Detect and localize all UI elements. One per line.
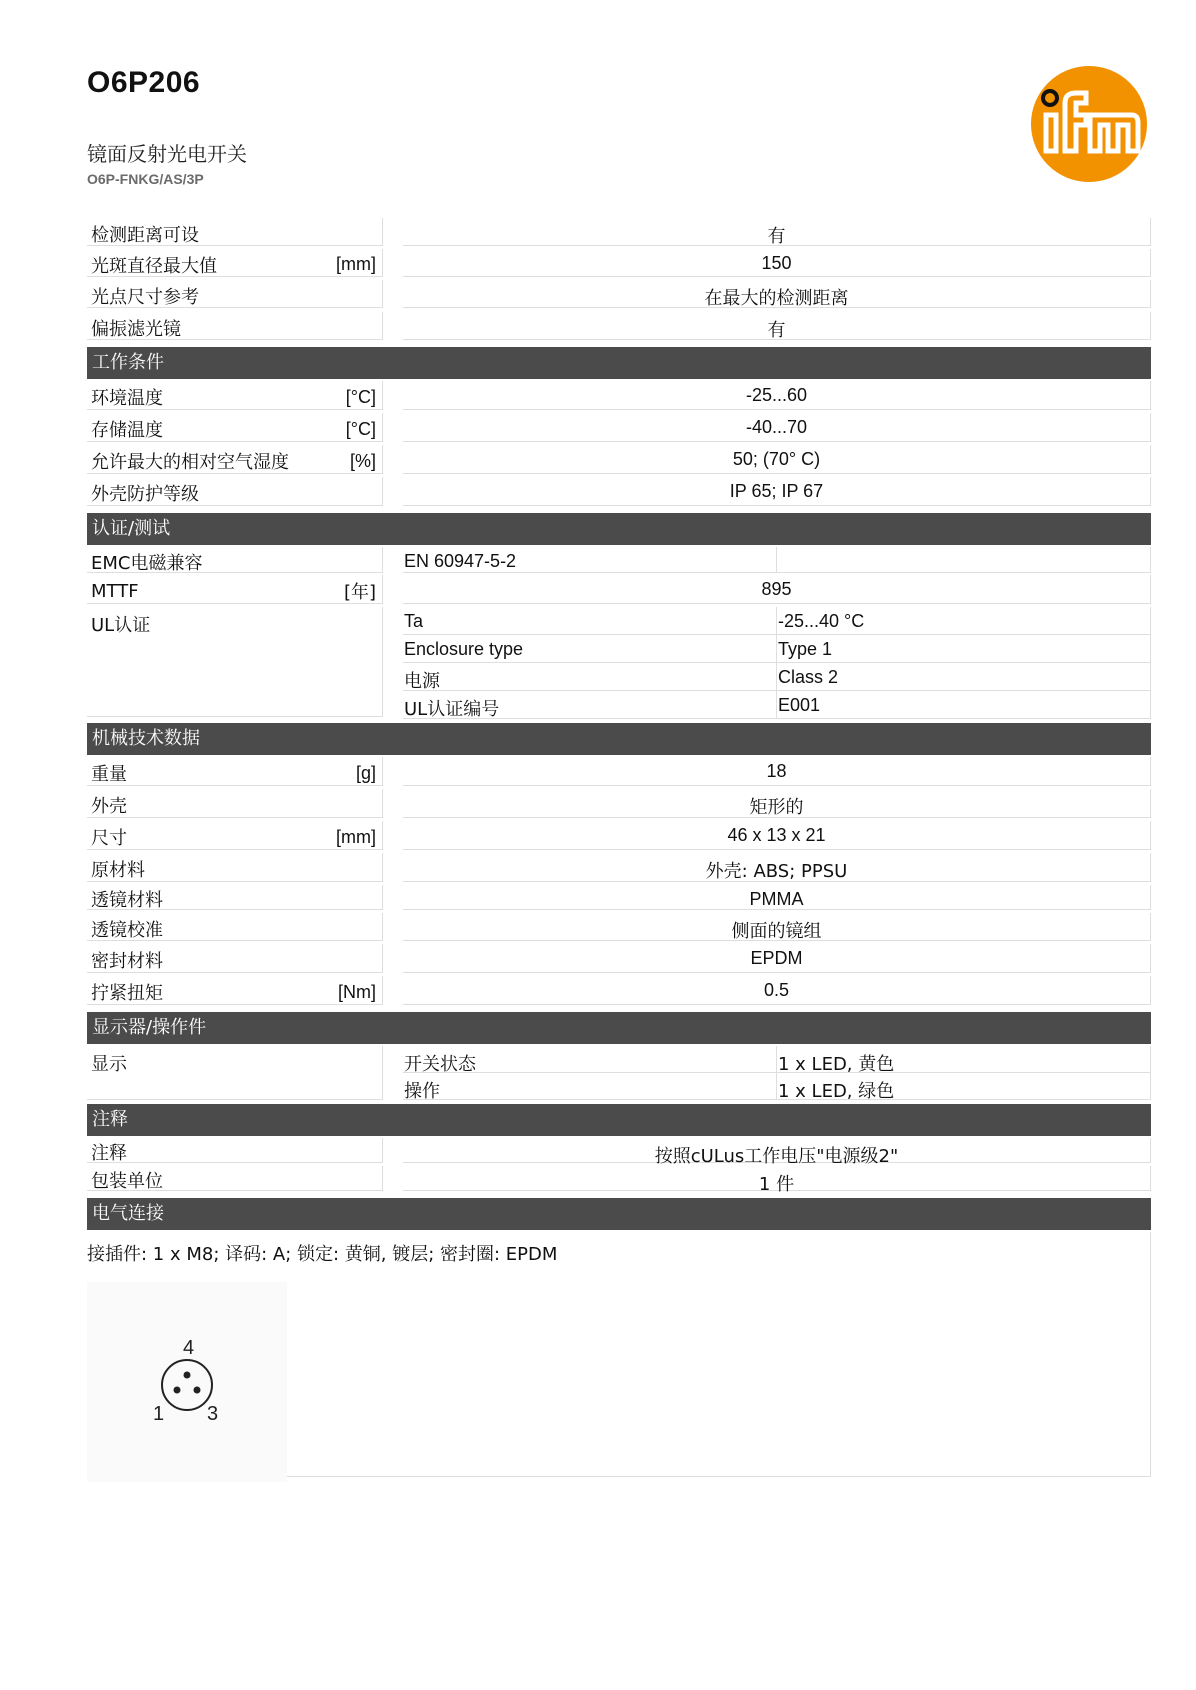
section-remarks: 注释 xyxy=(87,1104,1151,1136)
display-key: 开关状态 xyxy=(403,1046,777,1073)
row-label: 重量 xyxy=(91,764,127,785)
row-unit: [年] xyxy=(343,582,376,603)
row-label: 显示 xyxy=(91,1054,127,1075)
row-value: 有 xyxy=(403,312,1151,340)
mechanical-row xyxy=(87,821,1151,853)
row-label: EMC电磁兼容 xyxy=(91,552,203,574)
mttf-row xyxy=(87,575,1151,607)
display-subrow xyxy=(403,1046,1151,1073)
product-subtitle: 镜面反射光电开关 xyxy=(87,142,247,166)
ul-value: E001 xyxy=(777,691,1151,719)
row-value: 895 xyxy=(403,575,1151,604)
row-value: EPDM xyxy=(403,944,1151,973)
row-value: 在最大的检测距离 xyxy=(403,280,1151,308)
row-value: 150 xyxy=(403,249,1151,277)
general-row xyxy=(87,312,1151,343)
mechanical-row xyxy=(87,944,1151,976)
row-label: 外壳防护等级 xyxy=(91,484,199,505)
general-row xyxy=(87,280,1151,312)
row-unit: [g] xyxy=(355,762,376,783)
display-row xyxy=(87,1046,1151,1100)
row-label: 拧紧扭矩 xyxy=(91,983,163,1004)
row-label: MTTF xyxy=(91,580,139,602)
row-label: 光点尺寸参考 xyxy=(91,286,199,308)
row-label: 注释 xyxy=(91,1143,127,1164)
row-label: 透镜材料 xyxy=(91,890,163,911)
ul-value: -25...40 °C xyxy=(777,607,1151,635)
row-label: 密封材料 xyxy=(91,951,163,972)
operating-row xyxy=(87,477,1151,509)
mechanical-row xyxy=(87,885,1151,913)
row-label: 外壳 xyxy=(91,796,127,817)
row-value: -40...70 xyxy=(403,413,1151,442)
ul-key: 电源 xyxy=(403,663,777,691)
row-label: 存储温度 xyxy=(91,420,163,441)
operating-row xyxy=(87,381,1151,413)
mechanical-row xyxy=(87,789,1151,821)
ul-value: Type 1 xyxy=(777,635,1151,663)
row-value: 外壳: ABS; PPSU xyxy=(403,853,1151,882)
mechanical-row xyxy=(87,853,1151,885)
mechanical-row xyxy=(87,913,1151,944)
row-value: 按照cULus工作电压"电源级2" xyxy=(403,1138,1151,1163)
section-electrical-connection: 电气连接 xyxy=(87,1198,1151,1230)
row-label: 检测距离可设 xyxy=(91,224,199,246)
emc-row xyxy=(87,547,1151,575)
display-subrow xyxy=(403,1073,1151,1100)
general-row xyxy=(87,218,1151,249)
mechanical-row xyxy=(87,976,1151,1008)
ul-key: Enclosure type xyxy=(403,635,777,663)
row-value: 46 x 13 x 21 xyxy=(403,821,1151,850)
row-label: UL认证 xyxy=(91,615,151,636)
row-label: 尺寸 xyxy=(91,828,127,849)
ul-subrow xyxy=(403,607,1151,635)
ul-key: Ta xyxy=(403,607,777,635)
row-value: 1 件 xyxy=(403,1166,1151,1191)
row-label: 包装单位 xyxy=(91,1171,163,1192)
row-value: 18 xyxy=(403,757,1151,786)
connector-description: 接插件: 1 x M8; 译码: A; 锁定: 黄铜, 镀层; 密封圈: EPDM xyxy=(87,1244,558,1265)
row-label: 允许最大的相对空气湿度 xyxy=(91,452,289,473)
remarks-row xyxy=(87,1138,1151,1166)
product-title: O6P206 xyxy=(87,66,201,99)
row-value: 矩形的 xyxy=(403,789,1151,818)
datasheet-table xyxy=(87,218,1151,1477)
row-value: 50; (70° C) xyxy=(403,445,1151,474)
ul-subrow xyxy=(403,635,1151,663)
section-tests-approvals: 认证/测试 xyxy=(87,513,1151,545)
emc-empty-cell xyxy=(777,547,1151,573)
row-unit: [°C] xyxy=(345,386,376,407)
row-value: -25...60 xyxy=(403,381,1151,410)
electrical-connection-block xyxy=(87,1232,1151,1477)
m8-connector-icon xyxy=(87,1282,287,1482)
ul-key: UL认证编号 xyxy=(403,691,777,719)
ul-approval-row xyxy=(87,607,1151,719)
section-display-operating-elements: 显示器/操作件 xyxy=(87,1012,1151,1044)
connector-pinout-diagram xyxy=(87,1282,287,1482)
row-label: 原材料 xyxy=(91,860,145,881)
ul-subrow xyxy=(403,663,1151,691)
row-value: 0.5 xyxy=(403,976,1151,1005)
ifm-logo xyxy=(1030,65,1148,183)
row-label: 光斑直径最大值 xyxy=(91,255,217,277)
operating-row xyxy=(87,413,1151,445)
row-value: 有 xyxy=(403,218,1151,246)
remarks-row xyxy=(87,1166,1151,1194)
display-key: 操作 xyxy=(403,1073,777,1100)
general-row xyxy=(87,249,1151,280)
row-value: PMMA xyxy=(403,885,1151,910)
row-label: 环境温度 xyxy=(91,388,163,409)
row-label: 透镜校准 xyxy=(91,919,163,941)
ul-value: Class 2 xyxy=(777,663,1151,691)
row-unit: [Nm] xyxy=(338,981,376,1002)
row-value: 侧面的镜组 xyxy=(403,913,1151,941)
row-unit: [%] xyxy=(349,450,376,471)
section-mechanical-data: 机械技术数据 xyxy=(87,723,1151,755)
product-code: O6P-FNKG/AS/3P xyxy=(87,171,204,187)
row-value: IP 65; IP 67 xyxy=(403,477,1151,506)
pin-label-1: 1 xyxy=(153,1403,165,1425)
display-value: 1 x LED, 绿色 xyxy=(777,1073,1151,1100)
pin-label-4: 4 xyxy=(183,1337,195,1359)
section-operating-conditions: 工作条件 xyxy=(87,347,1151,379)
mechanical-row xyxy=(87,757,1151,789)
ul-subrow xyxy=(403,691,1151,719)
row-unit: [°C] xyxy=(345,418,376,439)
pin-label-3: 3 xyxy=(207,1403,219,1425)
ifm-logo-icon xyxy=(1030,65,1148,183)
svg-text:ifm: ifm xyxy=(1088,175,1090,176)
row-unit: [mm] xyxy=(336,254,376,274)
emc-value: EN 60947-5-2 xyxy=(403,547,777,573)
row-label: 偏振滤光镜 xyxy=(91,318,181,340)
row-unit: [mm] xyxy=(336,826,376,847)
display-value: 1 x LED, 黄色 xyxy=(777,1046,1151,1073)
operating-row xyxy=(87,445,1151,477)
